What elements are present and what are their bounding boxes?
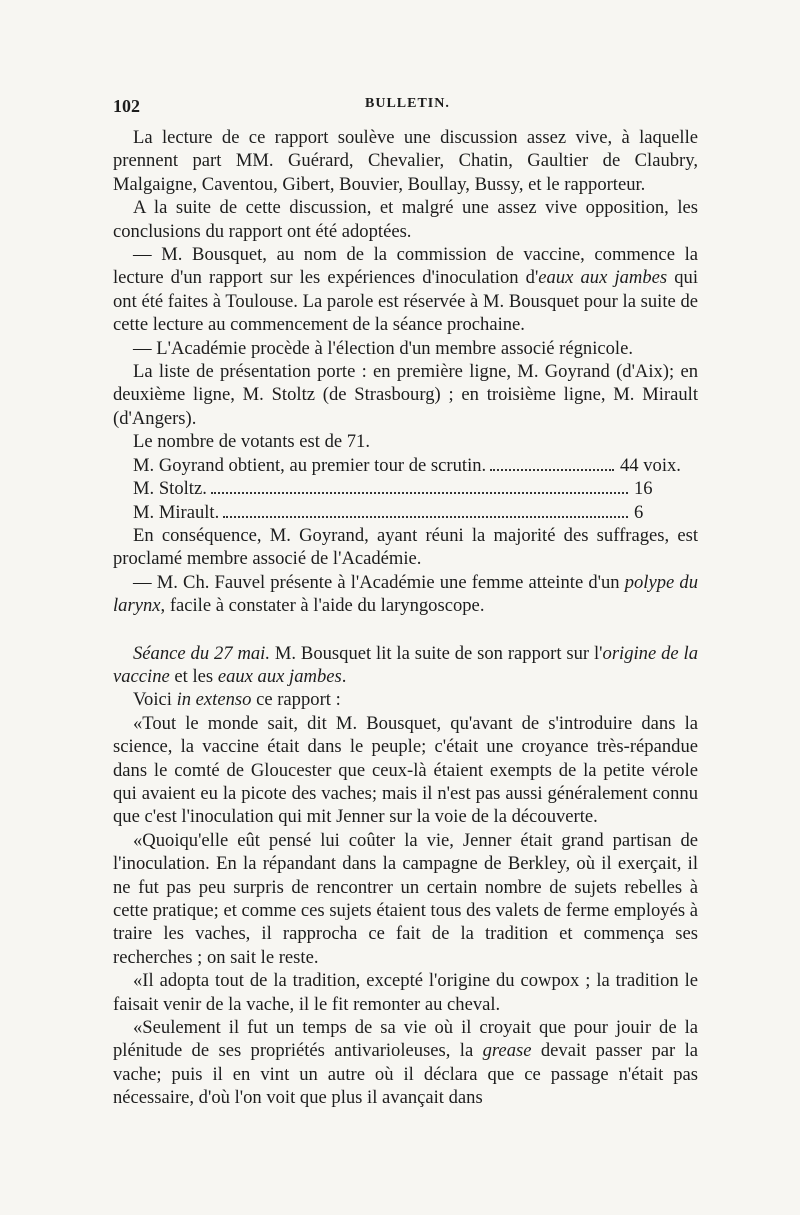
vote-row: M. Stoltz. 16 [133,478,653,500]
paragraph: Le nombre de votants est de 71. [133,431,371,453]
paragraph: En conséquence, M. Goyrand, ayant réuni la majorité des suffrages, est proclamé membre associé de l'Académie. [113,524,698,570]
dot-leader [211,492,628,494]
italic-term: eaux aux jambes [538,267,668,289]
page-header [113,96,698,120]
paragraph: A la suite de cette discussion, et malgré une assez vive opposition, les conclusions du rapport ont été adoptées. [113,197,698,242]
paragraph: «Quoiqu'elle eût pensé lui coûter la vie, Jenner était grand partisan de l'inoculation. En la répandant dans la campagne de Berkley, où il exerçait, il ne fut pas peu surpris de rencontrer un certain nombre de sujets rebelles à cette pratique; et comme ces sujets étaient tous des valets de ferme employés à traire les vaches, il rapprocha ce fait de la tradition et commença ses recherches ; on sait le reste. [113,829,698,968]
paragraph: La lecture de ce rapport soulève une discussion assez vive, à laquelle prennent part MM. Guérard, Chevalier, Chatin, Gaultier de Claubry, Malgaigne, Caventou, Gibert, Bouvier, Boullay, Bussy, et le rapporteur. [113,127,698,195]
paragraph: — M. Bousquet, au nom de la commission de vaccine, commence la lecture d'un rapport sur les expériences d'inoculation d'eaux aux jambes qui ont été faites à Toulouse. La parole est réservée à M. Bousquet pour la suite de cette lecture au commencement de la séance prochaine. [113,244,698,336]
paragraph: «Il adopta tout de la tradition, excepté l'origine du cowpox ; la tradition le faisait venir de la vache, il le fit remonter au cheval. [113,970,698,1015]
italic-term: grease [482,1040,532,1062]
paragraph: — M. Ch. Fauvel présente à l'Académie une femme atteinte d'un polype du larynx, facile à constater à l'aide du laryngoscope. [113,571,698,617]
body-text [113,126,698,1110]
page-number: 102 [113,96,140,116]
vote-row: M. Mirault. 6 [133,501,644,523]
seance-date: Séance du 27 mai. [133,642,270,664]
paragraph: «Tout le monde sait, dit M. Bousquet, qu'avant de s'introduire dans la science, la vaccine était dans le peuple; c'était une croyance très-répandue dans le comté de Gloucester que ceux-là étaient exempts de la petite vérole qui avaient eu la picote des vaches; mais il n'est pas aussi généralement connu que c'est l'inoculation qui mit Jenner sur la voie de la découverte. [113,712,698,828]
running-title: BULLETIN. [365,96,450,111]
vote-row: M. Goyrand obtient, au premier tour de scrutin. 44 voix. [133,454,681,476]
italic-term: polype du larynx [113,571,698,617]
dot-leader [223,516,628,518]
paragraph: «Seulement il fut un temps de sa vie où il croyait que pour jouir de la plénitude de ses propriétés antivarioleuses, la grease devait passer par la vache; puis il en vint un autre où il déclara que ce passage n'était pas nécessaire, d'où l'on voit que plus il avançait dans [113,1017,698,1109]
paragraph: La liste de présentation porte : en première ligne, M. Goyrand (d'Aix); en deuxième ligne, M. Stoltz (de Strasbourg) ; en troisième ligne, M. Mirault (d'Angers). [113,361,698,429]
dot-leader [490,469,614,471]
seance-paragraph: Séance du 27 mai. M. Bousquet lit la suite de son rapport sur l'origine de la vaccine et les eaux aux jambes. [113,642,698,687]
paragraph: Voici in extenso ce rapport : [133,689,341,711]
paragraph: — L'Académie procède à l'élection d'un membre associé régnicole. [133,337,633,359]
